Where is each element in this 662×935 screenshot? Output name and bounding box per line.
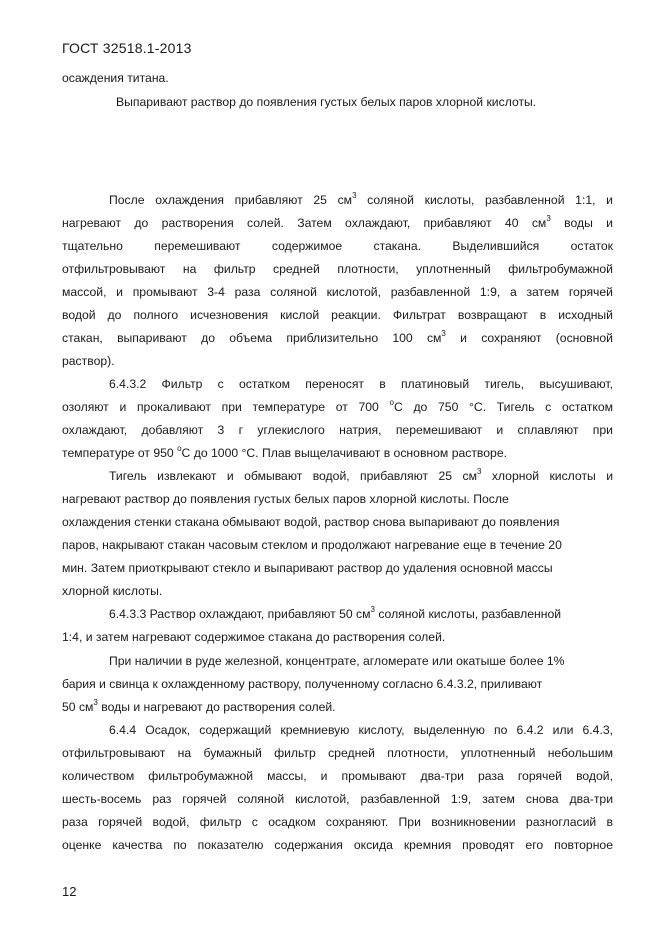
text-line: При наличии в руде железной, концентрате, агломерате или окатыше более 1% xyxy=(109,654,565,668)
text-line: мин. Затем приоткрывают стекло и выпаривают раствор до удаления основной массы xyxy=(62,561,553,575)
text-line: количеством фильтробумажной массы, и промывают два-три раза горячей водой, xyxy=(62,769,613,783)
text-line: стакан, выпаривают до объема приблизительно 100 $см^3$ и сохраняют (основной xyxy=(62,329,613,345)
text-line: нагревают раствор до появления густых белых паров хлорной кислоты. После xyxy=(62,492,509,506)
text-line: охлаждают, добавляют 3 г углекислого натрия, перемешивают и сплавляют при xyxy=(62,423,613,437)
text-line: оценке качества по показателю содержания оксида кремния проводят его повторное xyxy=(62,838,613,852)
text-line: 50 $см^3$ воды и нагревают до растворения солей. xyxy=(62,698,336,714)
text-line: шесть-восемь раз горячей соляной кислотой, разбавленной 1:9, затем снова два-три xyxy=(62,792,613,806)
text-line: осаждения титана. xyxy=(62,71,169,85)
text-line: водой до полного исчезновения кислой реакции. Фильтрат возвращают в исходный xyxy=(62,308,613,322)
document-header: ГОСТ 32518.1-2013 xyxy=(62,40,192,56)
text-line: отфильтровывают на фильтр средней плотности, уплотненный фильтробумажной xyxy=(62,262,613,276)
text-line: Тигель извлекают и обмывают водой, прибавляют 25 $см^3$ хлорной кислоты и xyxy=(109,467,614,483)
text-line: бария и свинца к охлажденному раствору, полученному согласно 6.4.3.2, приливают xyxy=(62,677,543,691)
text-line: температуре от 950 $^о$С до 1000 °С. Плав выщелачивают в основном растворе. xyxy=(62,444,507,460)
text-line: 6.4.3.2 Фильтр с остатком переносят в платиновый тигель, высушивают, xyxy=(109,377,613,391)
text-line: отфильтровывают на бумажный фильтр средней плотности, уплотненный небольшим xyxy=(62,746,613,760)
text-line: массой, и промывают 3-4 раза соляной кислотой, разбавленной 1:9, а затем горячей xyxy=(62,285,613,299)
text-line: раствор). xyxy=(62,354,115,368)
text-line: 6.4.4 Осадок, содержащий кремниевую кислоту, выделенную по 6.4.2 или 6.4.3, xyxy=(109,723,613,737)
text-line: Выпаривают раствор до появления густых белых паров хлорной кислоты. xyxy=(116,95,537,109)
text-line: озоляют и прокаливают при температуре от 700 $^о$С до 750 °С. Тигель с остатком xyxy=(62,398,613,414)
text-line: тщательно перемешивают содержимое стакана. Выделившийся остаток xyxy=(62,239,613,253)
text-line: 1:4, и затем нагревают содержимое стакана до растворения солей. xyxy=(62,630,446,644)
text-line: раза горячей водой, фильтр с осадком сохраняют. При возникновении разногласий в xyxy=(62,815,613,829)
text-line: После охлаждения прибавляют 25 $см^3$ соляной кислоты, разбавленной 1:1, и xyxy=(109,191,613,207)
text-line: хлорной кислоты. xyxy=(62,584,163,598)
text-line: нагревают до растворения солей. Затем охлаждают, прибавляют 40 $см^3$ воды и xyxy=(62,214,613,230)
text-line: 6.4.3.3 Раствор охлаждают, прибавляют 50 $см^3$ соляной кислоты, разбавленной xyxy=(109,605,562,621)
page-number: 12 xyxy=(62,884,77,899)
text-line: паров, накрывают стакан часовым стеклом и продолжают нагревание еще в течение 20 xyxy=(62,538,562,552)
text-line: охлаждения стенки стакана обмывают водой, раствор снова выпаривают до появления xyxy=(62,515,560,529)
